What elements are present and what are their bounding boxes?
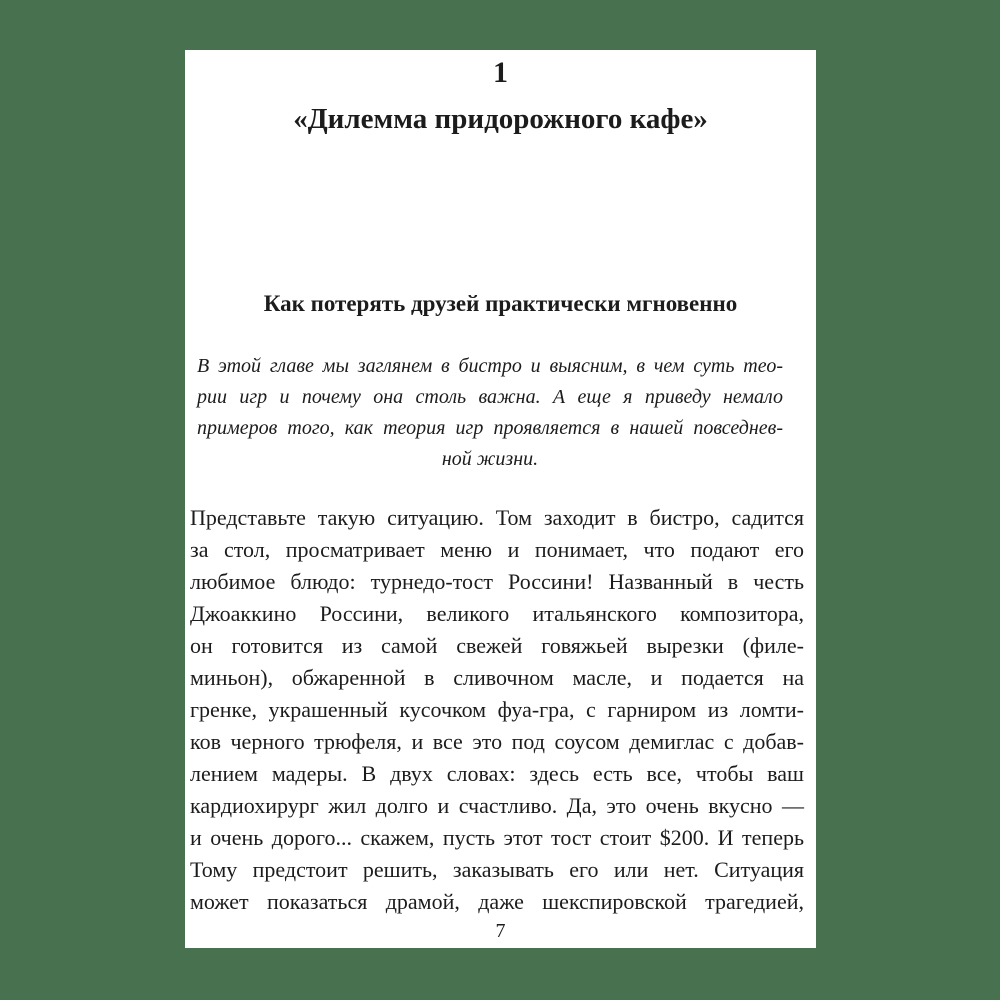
section-heading: Как потерять друзей практически мгновенно bbox=[263, 291, 738, 316]
chapter-number: 1 bbox=[493, 56, 508, 89]
epigraph: В этой главе мы заглянем в бистро и выясним, в чем суть тео- рии игр и почему она столь важна. А еще я приведу немало примеров того, как теория игр проявляется в нашей повседнев- ной жизни. bbox=[197, 355, 783, 470]
chapter-title: «Дилемма придорожного кафе» bbox=[293, 103, 708, 135]
book-page bbox=[185, 50, 816, 948]
page-number: 7 bbox=[495, 920, 506, 942]
body-paragraph: Представьте такую ситуацию. Том заходит в бистро, садится за стол, просматривает меню и понимает, что подают его любимое блюдо: турнедо-тост Россини! Названный в честь Джоаккино Россини, великого итальянского композитора, он готовится из самой свежей говяжьей вырезки (филе- миньон), обжаренной в сливочном масле, и подается на гренке, украшенный кусочком фуа-гра, с гарниром из ломти- ков черного трюфеля, и все это под соусом демиглас с добав- лением мадеры. В двух словах: здесь есть все, чтобы ваш кардиохирург жил долго и счастливо. Да, это очень вкусно — и очень дорого... скажем, пусть этот тост стоит $200. И теперь Тому предстоит решить, заказывать его или нет. Ситуация может показаться драмой, даже шекспировской трагедией, bbox=[190, 505, 804, 914]
